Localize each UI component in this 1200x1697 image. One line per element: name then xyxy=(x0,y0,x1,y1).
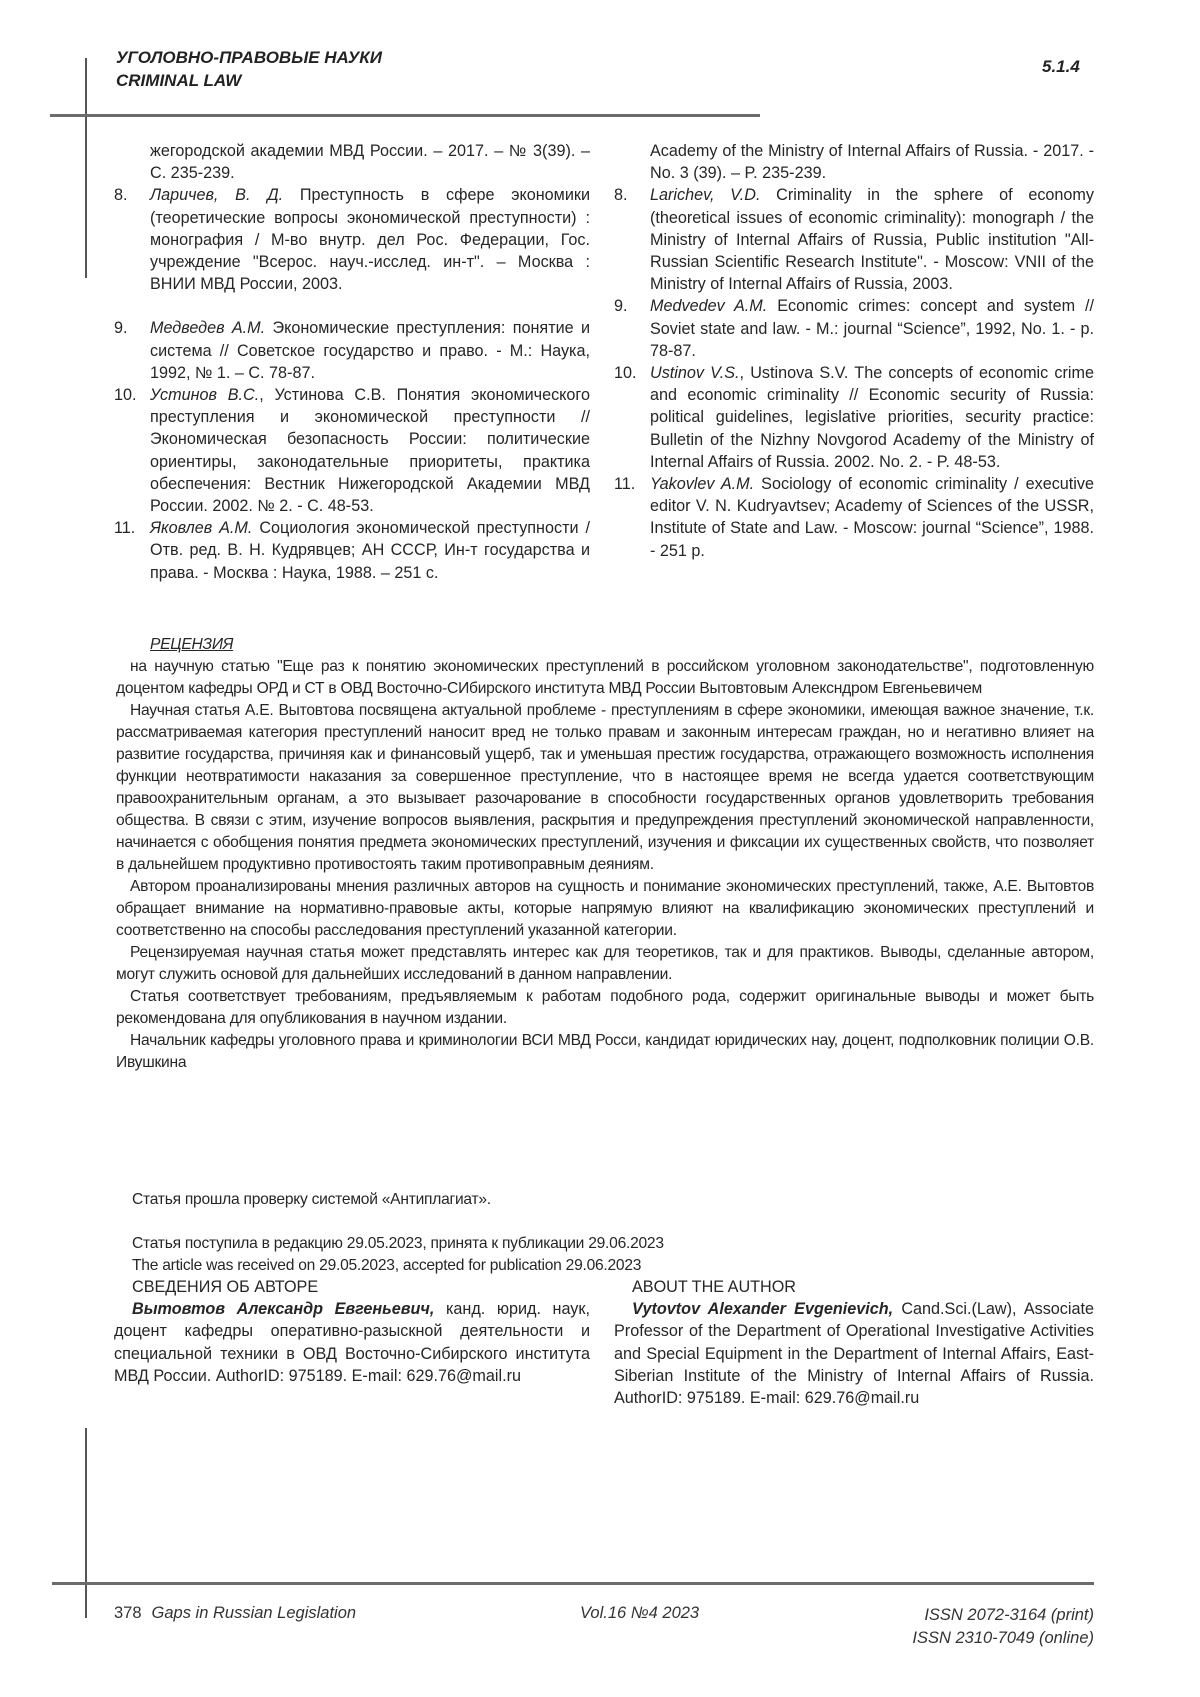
header-rule xyxy=(50,114,760,117)
author-name: Вытовтов Александр Евгеньевич, xyxy=(132,1300,435,1319)
reference-author: Медведев А.М. xyxy=(150,319,266,338)
reference-item xyxy=(614,362,1094,473)
reference-number: 8. xyxy=(114,186,128,205)
reference-author: Устинов В.С. xyxy=(150,386,260,405)
author-details: Cand.Sci.(Law), Associate Professor of the Department of Operational Investigative Activities and Special Equipment in the Department of Internal Affairs, East-Siberian Institute of the Ministry of Internal Affairs of Russia. AuthorID: 975189. E-mail: 629.76@mail.ru xyxy=(614,1300,1094,1408)
reference-continuation: Academy of the Ministry of Internal Affairs of Russia. - 2017. - No. 3 (39). – P. 235-239. xyxy=(650,142,1094,183)
reference-author: Medvedev A.M. xyxy=(650,297,768,316)
reference-text: , Устинова С.В. Понятия экономического преступления и экономической преступности // Экономическая безопасность России: политические ориентиры, законодательные приоритеты, практика обеспечения: Вестник Нижегородской Академии МВД России. 2002. № 2. - С. 48-53. xyxy=(150,386,590,516)
reference-item xyxy=(114,384,590,517)
reviewer-signature: Начальник кафедры уголовного права и криминологии ВСИ МВД Росси, кандидат юридических нау, доцент, подполковник полиции О.В. Ивушкина xyxy=(116,1032,1094,1071)
reference-number: 11. xyxy=(114,519,136,538)
reference-text: Sociology of economic criminality / executive editor V. N. Kudryavtsev; Academy of Sciences of the USSR, Institute of State and Law. - Moscow: journal “Science”, 1988. - 251 p. xyxy=(650,475,1094,560)
reference-item xyxy=(114,184,590,295)
review-paragraph: Научная статья А.Е. Вытовтова посвящена актуальной проблеме - преступлениям в сфере экономики, имеющая важное значение, т.к. рассматриваемая категория преступлений наносит вред не только правам и законным интересам граждан, но и негативно влияет на развитие государства, причиняя как и финансовый ущерб, так и уменьшая престиж государства, отражающего возможность исполнения функции неотвратимости наказания за совершенное преступление, что в настоящее время не всегда удается соответствующим правоохранительным органам, а это вызывает разочарование в способности государственных органов удовлетворить требования общества. В связи с этим, изучение вопросов выявления, раскрытия и предупреждения преступлений экономической направленности, начинается с обобщения понятия предмета экономических преступлений, изучения и фиксации их существенных свойств, что позволяет в дальнейшем продуктивно противостоять таким противоправным деяниям. xyxy=(116,702,1094,873)
reference-continuation: жегородской академии МВД России. – 2017. – № 3(39). – С. 235-239. xyxy=(150,142,590,183)
section-title-en: CRIMINAL LAW xyxy=(116,71,242,90)
references-ru xyxy=(114,140,590,584)
section-code: 5.1.4 xyxy=(1042,57,1080,76)
journal-name: Gaps in Russian Legislation xyxy=(151,1604,357,1622)
issn-online: ISSN 2310-7049 (online) xyxy=(912,1629,1094,1647)
author-info-title: ABOUT THE AUTHOR xyxy=(632,1278,797,1296)
reference-text: , Ustinova S.V. The concepts of economic crime and economic criminality // Economic security of Russia: political guidelines, legislative priorities, security practice: Bulletin of the Nizhny Novgorod Academy of the Ministry of Internal Affairs of Russia. 2002. No. 2. - P. 48-53. xyxy=(650,364,1094,471)
reference-text: Социология экономической преступности / Отв. ред. В. Н. Кудрявцев; АН СССР, Ин-т государства и права. - Москва : Наука, 1988. – 251 с. xyxy=(150,519,590,582)
reference-author: Larichev, V.D. xyxy=(650,186,761,205)
margin-rule-vertical-top xyxy=(85,58,87,278)
author-info-ru xyxy=(114,1276,590,1387)
reference-item xyxy=(114,317,590,384)
review-title: РЕЦЕНЗИЯ xyxy=(150,636,234,653)
margin-rule-vertical-bottom xyxy=(85,1428,87,1618)
review-paragraph: Статья соответствует требованиям, предъявляемым к работам подобного рода, содержит оригинальные выводы и может быть рекомендована для опубликования в научном издании. xyxy=(116,988,1094,1027)
page-number: 378 xyxy=(114,1604,142,1622)
reference-item xyxy=(614,184,1094,295)
footer-left xyxy=(114,1604,356,1623)
running-header xyxy=(116,46,382,92)
reference-item xyxy=(614,295,1094,362)
received-date-en: The article was received on 29.05.2023, accepted for publication 29.06.2023 xyxy=(132,1257,642,1274)
review-paragraph: Рецензируемая научная статья может представлять интерес как для теоретиков, так и для практиков. Выводы, сделанные автором, могут служить основой для дальнейших исследований в данном направлении. xyxy=(116,944,1094,983)
reference-author: Yakovlev A.M. xyxy=(650,475,755,494)
reference-item xyxy=(114,517,590,584)
footer-rule xyxy=(52,1582,1094,1585)
references-en xyxy=(614,140,1094,562)
reference-number: 11. xyxy=(614,475,636,494)
reference-number: 9. xyxy=(614,297,628,316)
issn-print: ISSN 2072-3164 (print) xyxy=(924,1606,1094,1624)
reference-author: Ustinov V.S. xyxy=(650,364,740,383)
review-section xyxy=(116,634,1094,1074)
author-details: канд. юрид. наук, доцент кафедры оперативно-разыскной деятельности и специальной техники в ОВД Восточно-Сибирского института МВД России. AuthorID: 975189. E-mail: 629.76@mail.ru xyxy=(114,1300,590,1385)
reference-number: 10. xyxy=(114,386,137,405)
journal-volume: Vol.16 №4 2023 xyxy=(580,1604,700,1622)
reference-text: Criminality in the sphere of economy (theoretical issues of economic criminality): monograph / the Ministry of Internal Affairs of Russia, Public institution "All-Russian Scientific Research Institute". - Moscow: VNII of the Ministry of Internal Affairs of Russia, 2003. xyxy=(650,186,1094,294)
reference-author: Яковлев А.М. xyxy=(150,519,253,538)
review-paragraph: Автором проанализированы мнения различных авторов на сущность и понимание экономических преступлений, также, А.Е. Вытовтов обращает внимание на нормативно-правовые акты, которые напрямую влияют на квалификацию экономических преступлений и соответственно на способы расследования преступлений указанной категории. xyxy=(116,878,1094,939)
reference-number: 8. xyxy=(614,186,628,205)
reference-number: 10. xyxy=(614,364,637,383)
section-title-ru: УГОЛОВНО-ПРАВОВЫЕ НАУКИ xyxy=(116,48,382,67)
reference-number: 9. xyxy=(114,319,128,338)
author-info-en xyxy=(614,1276,1094,1409)
reference-item xyxy=(614,473,1094,562)
review-paragraph: на научную статью "Еще раз к понятию экономических преступлений в российском уголовном законодательстве", подготовленную доцентом кафедры ОРД и СТ в ОВД Восточно-СИбирского института МВД России Вытовтовым Алексндром Евгеньевичем xyxy=(116,658,1094,697)
received-date-ru: Статья поступила в редакцию 29.05.2023, принята к публикации 29.06.2023 xyxy=(132,1235,664,1252)
reference-text: Экономические преступления: понятие и система // Советское государство и право. - М.: Наука, 1992, № 1. – С. 78-87. xyxy=(150,319,590,382)
reference-text: Преступность в сфере экономики (теоретические вопросы экономической преступности) : монография / М-во внутр. дел Рос. Федерации, Гос. учреждение "Всерос. науч.-исслед. ин-т". – Москва : ВНИИ МВД России, 2003. xyxy=(150,186,590,294)
author-info-title: СВЕДЕНИЯ ОБ АВТОРЕ xyxy=(132,1278,319,1296)
author-name: Vytovtov Alexander Evgenievich, xyxy=(632,1300,894,1319)
antiplagiarism-note: Статья прошла проверку системой «Антиплагиат». xyxy=(132,1191,491,1208)
reference-text: Economic crimes: concept and system // Soviet state and law. - M.: journal “Science”, 1992, No. 1. - p. 78-87. xyxy=(650,297,1094,360)
footer-issn xyxy=(912,1604,1094,1650)
reference-author: Ларичев, В. Д. xyxy=(150,186,284,205)
